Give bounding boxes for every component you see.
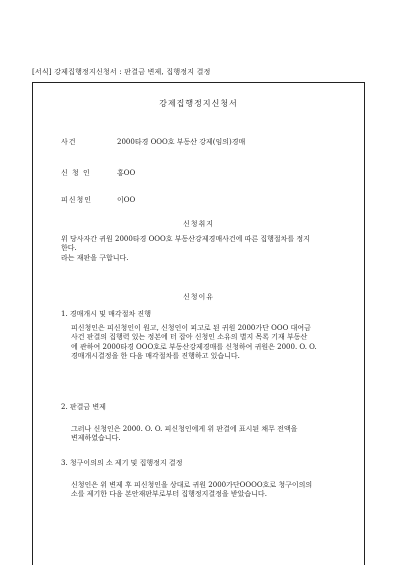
reasons-heading: 신청이유	[182, 293, 215, 301]
reason-1-line: 피신청인은 피신청인이 원고, 신청인이 피고로 된 귀원 2000가단 OOO 대여금	[71, 324, 311, 332]
applicant-label: 신 청 인	[61, 169, 91, 177]
reason-3-line: 신청인은 위 변제 후 피신청인을 상대로 귀원 2000가단OOOO호로 청구이의의	[71, 481, 313, 489]
purpose-line: 한다.	[61, 244, 77, 253]
purpose-line: 라는 재판을 구합니다.	[61, 253, 129, 262]
respondent-label: 피신청인	[61, 196, 93, 204]
reason-3-text	[71, 481, 347, 500]
reason-1-text	[71, 324, 347, 362]
applicant-value: 홍OO	[117, 169, 136, 177]
reason-2-line: 그러나 신청인은 2000. O. O. 피신청인에게 위 판결에 표시된 채무 전액을	[71, 425, 298, 433]
case-value: 2000타경 OOO호 부동산 강제(임의)경매	[117, 138, 246, 146]
application-form	[32, 82, 365, 565]
case-row	[61, 138, 245, 147]
reason-1-title: 1. 경매개시 및 매각절차 진행	[61, 310, 151, 318]
reason-2-line: 변제하였습니다.	[71, 434, 121, 443]
reason-2-text	[71, 425, 347, 444]
applicant-row	[61, 169, 135, 178]
form-title: 강제집행정지신청서	[159, 99, 238, 108]
reason-1-line: 에 관하여 2000타경 OOO호로 부동산강제경매를 신청하여 귀원은 2000. O. O.	[71, 342, 317, 351]
purpose-text	[61, 235, 346, 263]
case-label: 사건	[61, 138, 77, 146]
purpose-heading: 신청취지	[182, 220, 215, 228]
respondent-value: 이OO	[117, 196, 136, 204]
reason-1-line: 사건 판결의 집행력 있는 정본에 터 잡아 신청인 소유의 별지 목록 기재 부동산	[71, 333, 308, 342]
reason-3-line: 소를 제기한 다음 본안재판부로부터 집행정지결정을 받았습니다.	[71, 490, 267, 499]
reason-2-title: 2. 판결금 변제	[61, 403, 106, 411]
purpose-line: 위 당사자간 귀원 2000타경 OOO호 부동산강제경매사건에 따른 집행절차를 정지	[61, 235, 310, 243]
reason-1-line: 경매개시결정을 한 다음 매각절차를 진행하고 있습니다.	[71, 352, 240, 361]
reason-3-title: 3. 청구이의의 소 제기 및 집행정지 결정	[61, 459, 183, 467]
form-caption: [서식] 강제집행정지신청서 : 판결금 변제, 집행정지 결정	[32, 68, 211, 76]
respondent-row	[61, 196, 135, 205]
